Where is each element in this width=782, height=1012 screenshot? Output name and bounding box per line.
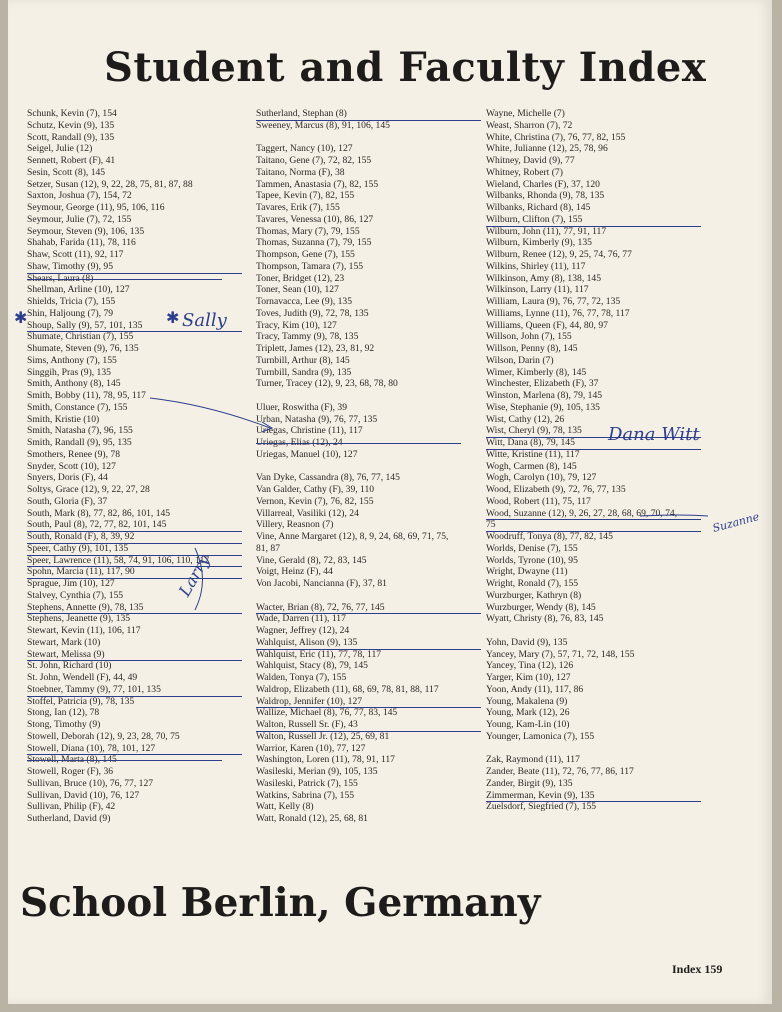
index-entry: Shumate, Christian (7), 155: [27, 331, 134, 343]
index-entry: Stowell, Marta (8), 145: [27, 754, 242, 766]
index-entry: South, Mark (8), 77, 82, 86, 101, 145: [27, 507, 171, 519]
index-entry: Warrior, Karen (10), 77, 127: [256, 742, 366, 754]
index-entry: Stowell, Diana (10), 78, 101, 127: [27, 743, 242, 756]
index-entry: Voigt, Heinz (F), 44: [256, 566, 333, 578]
index-entry: Tapee, Kevin (7), 82, 155: [256, 190, 355, 202]
index-entry: Waldrop, Jennifer (10), 127: [256, 696, 481, 709]
index-entry: Von Jacobi, Nancianna (F), 37, 81: [256, 578, 387, 589]
school-location-heading: School Berlin, Germany: [20, 880, 541, 926]
index-entry: Tavares, Venessa (10), 86, 127: [256, 213, 374, 225]
index-entry: Thomas, Suzanna (7), 79, 155: [256, 237, 372, 249]
index-entry: Yohn, David (9), 135: [486, 636, 568, 648]
index-entry: Shaw, Timothy (9), 95: [27, 261, 242, 274]
index-entry: Wilbanks, Rhonda (9), 78, 135: [486, 190, 605, 202]
index-entry: Spohn, Marcia (11), 117, 90: [27, 566, 242, 579]
index-entry: Worlds, Denise (7), 155: [486, 542, 578, 554]
index-entry: Wood, Robert (11), 75, 117: [486, 495, 591, 507]
index-entry: Wieland, Charles (F), 37, 120: [486, 178, 600, 190]
index-entry: Taggert, Nancy (10), 127: [256, 143, 353, 155]
index-entry: William, Laura (9), 76, 77, 72, 135: [486, 296, 621, 307]
index-entry: Van Galder, Cathy (F), 39, 110: [256, 484, 375, 495]
index-entry: Smith, Bobby (11), 78, 95, 117: [27, 390, 146, 401]
index-entry: Triplett, James (12), 23, 81, 92: [256, 343, 375, 354]
index-entry: Wood, Suzanne (12), 9, 26, 27, 28, 68, 69, 70, 74,: [486, 508, 701, 521]
index-entry: Walton, Russell Jr. (12), 25, 69, 81: [256, 730, 390, 742]
index-entry: Vine, Gerald (8), 72, 83, 145: [256, 554, 367, 566]
index-entry: Sullivan, David (10), 76, 127: [27, 789, 140, 801]
index-entry: Seymour, Steven (9), 106, 135: [27, 225, 145, 237]
index-entry: South, Paul (8), 72, 77, 82, 101, 145: [27, 519, 242, 532]
index-entry: Snyers, Doris (F), 44: [27, 472, 108, 484]
index-entry: Wilburn, Clifton (7), 155: [486, 214, 701, 227]
index-entry: Smith, Natasha (7), 96, 155: [27, 425, 133, 437]
index-entry: Stowell, Roger (F), 36: [27, 766, 114, 777]
index-entry: Young, Makalena (9): [486, 695, 568, 707]
index-column-3: [486, 108, 701, 813]
index-entry: Woodruff, Tonya (8), 77, 82, 145: [486, 531, 613, 542]
index-entry: Wilburn, Renee (12), 9, 25, 74, 76, 77: [486, 249, 632, 260]
index-entry: Shears, Laura (8): [27, 273, 242, 285]
index-entry: Willson, Penny (8), 145: [486, 343, 578, 354]
index-entry: Wilkins, Shirley (11), 117: [486, 260, 586, 272]
index-entry: Saxton, Joshua (7), 154, 72: [27, 190, 132, 202]
index-entry: Wasileski, Patrick (7), 155: [256, 777, 358, 789]
index-entry: Weast, Sharron (7), 72: [486, 119, 573, 131]
index-entry: Yoon, Andy (11), 117, 86: [486, 683, 584, 695]
index-entry: Shahab, Farida (11), 78, 116: [27, 237, 136, 249]
index-entry: Taitano, Norma (F), 38: [256, 166, 345, 178]
index-entry: Vine, Anne Margaret (12), 8, 9, 24, 68, 69, 71, 75,: [256, 531, 449, 542]
index-entry: Wagner, Jeffrey (12), 24: [256, 625, 350, 636]
index-entry: Yarger, Kim (10), 127: [486, 672, 571, 683]
index-entry: Turnbill, Sandra (9), 135: [256, 366, 352, 378]
index-entry: Zander, Beate (11), 72, 76, 77, 86, 117: [486, 766, 634, 777]
index-entry: Van Dyke, Cassandra (8), 76, 77, 145: [256, 472, 400, 484]
handwritten-dana-witt: Dana Witt: [608, 424, 700, 445]
index-entry: Wade, Darren (11), 117: [256, 613, 346, 625]
index-entry: Wahlquist, Stacy (8), 79, 145: [256, 660, 368, 672]
index-entry: Wilkinson, Larry (11), 117: [486, 284, 589, 296]
index-entry: Young, Kam-Lin (10): [486, 719, 570, 730]
index-entry: Toner, Bridget (12), 23: [256, 272, 345, 284]
index-entry: Sutherland, Stephan (8): [256, 108, 481, 121]
index-entry: Smith, Constance (7), 155: [27, 401, 128, 413]
index-entry: Snyder, Scott (10), 127: [27, 460, 116, 472]
index-entry: Setzer, Susan (12), 9, 22, 28, 75, 81, 87, 88: [27, 178, 193, 190]
index-entry: Vernon, Kevin (7), 76, 82, 155: [256, 495, 374, 507]
index-entry: Whitney, David (9), 77: [486, 155, 575, 166]
index-entry: Winchester, Elizabeth (F), 37: [486, 378, 599, 390]
handwritten-larry: Larry: [174, 551, 214, 600]
index-entry: Watkins, Sabrina (7), 155: [256, 789, 355, 801]
index-entry: Speer, Lawrence (11), 58, 74, 91, 106, 110, 117: [27, 555, 242, 568]
asterisk-right-icon: ✱: [166, 310, 180, 327]
index-entry: Yancey, Mary (7), 57, 71, 72, 148, 155: [486, 648, 635, 660]
index-entry: St. John, Wendell (F), 44, 49: [27, 672, 138, 683]
index-entry: Tavares, Erik (7), 155: [256, 202, 340, 213]
index-entry: Thomas, Mary (7), 79, 155: [256, 225, 360, 237]
index-entry: Toves, Judith (9), 72, 78, 135: [256, 307, 369, 319]
index-entry: Seymour, George (11), 95, 106, 116: [27, 202, 165, 213]
index-entry: Shoup, Sally (9), 57, 101, 135: [27, 320, 242, 333]
index-entry: Willson, John (7), 155: [486, 331, 572, 343]
index-entry: Wright, Ronald (7), 155: [486, 578, 579, 589]
index-entry: Stephens, Annette (9), 78, 135: [27, 602, 242, 615]
index-section-gap: [256, 590, 481, 602]
index-section-gap: [256, 132, 481, 144]
index-entry: Shaw, Scott (11), 92, 117: [27, 249, 124, 260]
index-entry: Smith, Anthony (8), 145: [27, 378, 121, 390]
index-entry: Uluer, Roswitha (F), 39: [256, 401, 348, 413]
index-section-gap: [486, 625, 701, 637]
index-entry: White, Christina (7), 76, 77, 82, 155: [486, 131, 626, 143]
index-entry: White, Julianne (12), 25, 78, 96: [486, 143, 608, 155]
index-entry: Wallize, Michael (8), 76, 77, 83, 145: [256, 707, 398, 719]
index-entry: Younger, Lamonica (7), 155: [486, 730, 595, 742]
index-entry: Wurzburger, Wendy (8), 145: [486, 601, 596, 613]
index-entry: Thompson, Tamara (7), 155: [256, 260, 364, 272]
index-entry: Singgih, Pras (9), 135: [27, 366, 111, 378]
index-entry: Williams, Queen (F), 44, 80, 97: [486, 319, 608, 331]
index-entry: Whitney, Robert (7): [486, 166, 563, 178]
index-entry: Stephens, Jeanette (9), 135: [27, 613, 131, 625]
index-entry: Sennett, Robert (F), 41: [27, 155, 116, 166]
index-entry: Wilburn, Kimberly (9), 135: [486, 237, 592, 249]
index-entry: Tornavacca, Lee (9), 135: [256, 296, 353, 307]
index-entry: Speer, Cathy (9), 101, 135: [27, 543, 242, 556]
index-entry: Scott, Randall (9), 135: [27, 131, 115, 143]
index-entry: Waldrop, Elizabeth (11), 68, 69, 78, 81, 88, 117: [256, 683, 439, 695]
index-entry: Witt, Dana (8), 79, 145: [486, 437, 701, 450]
index-entry: Seymour, Julie (7), 72, 155: [27, 213, 132, 225]
index-entry: Stewart, Mark (10): [27, 636, 101, 648]
index-entry: Stong, Ian (12), 78: [27, 707, 100, 719]
handwritten-signature: Suzanne: [711, 510, 761, 535]
page-number: Index 159: [672, 962, 723, 976]
index-entry: Villery, Reasnon (7): [256, 519, 334, 531]
index-entry: Villarreal, Vasiliki (12), 24: [256, 507, 359, 519]
index-entry: Shin, Haljoung (7), 79: [27, 307, 114, 319]
index-entry: Watt, Kelly (8): [256, 801, 314, 813]
index-entry: Sullivan, Bruce (10), 76, 77, 127: [27, 777, 154, 789]
index-entry: Young, Mark (12), 26: [486, 707, 570, 719]
index-entry: Sprague, Jim (10), 127: [27, 578, 115, 589]
index-section-gap: [256, 390, 481, 402]
index-entry: Sullivan, Philip (F), 42: [27, 801, 116, 813]
index-entry: Wilburn, John (11), 77, 91, 117: [486, 225, 607, 237]
index-entry: Wise, Stephanie (9), 105, 135: [486, 401, 600, 413]
index-entry: Tracy, Kim (10), 127: [256, 319, 337, 331]
index-entry: Stewart, Kevin (11), 106, 117: [27, 625, 141, 636]
index-entry: Thompson, Gene (7), 155: [256, 249, 355, 260]
index-entry: Wogh, Carolyn (10), 79, 127: [486, 472, 597, 484]
index-entry: Shellman, Arline (10), 127: [27, 284, 130, 296]
index-entry: Wayne, Michelle (7): [486, 108, 565, 119]
index-entry: Stong, Timothy (9): [27, 719, 101, 730]
index-entry: Worlds, Tyrone (10), 95: [486, 554, 578, 566]
index-entry: Wyatt, Christy (8), 76, 83, 145: [486, 613, 604, 625]
handwritten-sally: Sally: [182, 310, 227, 331]
index-entry: Shumate, Steven (9), 76, 135: [27, 343, 139, 354]
index-entry: Wist, Cathy (12), 26: [486, 413, 565, 425]
index-entry: 75: [486, 519, 701, 532]
index-entry: 81, 87: [256, 542, 280, 554]
index-entry: Shields, Tricia (7), 155: [27, 296, 116, 307]
index-column-2: [256, 108, 481, 825]
index-entry: Wist, Cheryl (9), 78, 135: [486, 425, 701, 438]
index-entry: Taitano, Gene (7), 72, 82, 155: [256, 155, 372, 166]
index-entry: South, Gloria (F), 37: [27, 495, 108, 507]
index-entry: Stalvey, Cynthia (7), 155: [27, 589, 124, 601]
index-entry: Toner, Sean (10), 127: [256, 284, 339, 296]
index-entry: Wahlquist, Eric (11), 77, 78, 117: [256, 648, 382, 660]
index-entry: Smith, Kristie (10): [27, 413, 100, 425]
index-entry: Turnbill, Arthur (8), 145: [256, 354, 350, 366]
index-entry: Wahlquist, Alison (9), 135: [256, 637, 481, 650]
index-entry: Washington, Loren (11), 78, 91, 117: [256, 754, 395, 766]
index-entry: Wogh, Carmen (8), 145: [486, 460, 577, 472]
index-entry: Seigel, Julie (12): [27, 143, 93, 155]
page-title: Student and Faculty Index: [104, 44, 707, 91]
index-entry: Soltys, Grace (12), 9, 22, 27, 28: [27, 484, 150, 495]
index-entry: Wood, Elizabeth (9), 72, 76, 77, 135: [486, 484, 626, 495]
index-entry: Zak, Raymond (11), 117: [486, 754, 580, 766]
index-entry: Wilbanks, Richard (8), 145: [486, 202, 591, 213]
index-entry: South, Ronald (F), 8, 39, 92: [27, 531, 242, 544]
index-entry: Zimmerman, Kevin (9), 135: [486, 790, 701, 803]
index-entry: Stewart, Melissa (9): [27, 649, 242, 662]
index-section-gap: [256, 461, 481, 473]
index-column-1: [27, 108, 242, 825]
index-entry: Zander, Birgit (9), 135: [486, 777, 573, 789]
index-section-gap: [486, 743, 701, 755]
index-entry: Zuelsdorf, Siegfried (7), 155: [486, 801, 597, 813]
index-entry: Urban, Natasha (9), 76, 77, 135: [256, 413, 378, 425]
index-entry: Williams, Lynne (11), 76, 77, 78, 117: [486, 307, 630, 319]
index-entry: Wright, Dwayne (11): [486, 566, 568, 578]
index-entry: Stoebner, Tammy (9), 77, 101, 135: [27, 684, 242, 697]
index-entry: Walden, Tonya (7), 155: [256, 672, 347, 683]
index-entry: Uriegas, Manuel (10), 127: [256, 448, 358, 460]
index-entry: Stowell, Deborah (12), 9, 23, 28, 70, 75: [27, 730, 180, 742]
index-entry: Schunk, Kevin (7), 154: [27, 108, 117, 119]
asterisk-left-icon: ✱: [14, 310, 28, 327]
index-entry: Wimer, Kimberly (8), 145: [486, 366, 587, 378]
index-entry: Wasileski, Merian (9), 105, 135: [256, 766, 378, 777]
index-entry: Uriegas, Elias (12), 24: [256, 437, 481, 449]
index-entry: Sutherland, David (9): [27, 813, 111, 824]
index-entry: Winston, Marlena (8), 79, 145: [486, 390, 603, 401]
index-entry: Turner, Tracey (12), 9, 23, 68, 78, 80: [256, 378, 398, 390]
index-entry: Uriegas, Christine (11), 117: [256, 425, 363, 437]
index-entry: Wacter, Brian (8), 72, 76, 77, 145: [256, 602, 481, 615]
index-entry: Walton, Russell Sr. (F), 43: [256, 719, 481, 732]
index-entry: Sims, Anthony (7), 155: [27, 354, 117, 366]
index-entry: Sweeney, Marcus (8), 91, 106, 145: [256, 119, 390, 131]
index-entry: Tracy, Tammy (9), 78, 135: [256, 331, 359, 343]
index-entry: Wilson, Darin (7): [486, 354, 554, 366]
index-entry: Wilkinson, Amy (8), 138, 145: [486, 272, 602, 284]
index-entry: Smith, Randall (9), 95, 135: [27, 437, 132, 448]
index-entry: Yancey, Tina (12), 126: [486, 660, 574, 672]
index-entry: Wurzburger, Kathryn (8): [486, 589, 582, 601]
index-entry: Stoffel, Patricia (9), 78, 135: [27, 695, 135, 707]
index-entry: Witte, Kristine (11), 117: [486, 448, 580, 460]
index-entry: Tammen, Anastasia (7), 82, 155: [256, 178, 379, 190]
index-entry: Watt, Ronald (12), 25, 68, 81: [256, 813, 368, 824]
index-entry: Schutz, Kevin (9), 135: [27, 119, 115, 131]
index-entry: Smothers, Renee (9), 78: [27, 448, 120, 460]
index-entry: Sesin, Scott (8), 145: [27, 166, 106, 178]
index-entry: St. John, Richard (10): [27, 660, 112, 672]
